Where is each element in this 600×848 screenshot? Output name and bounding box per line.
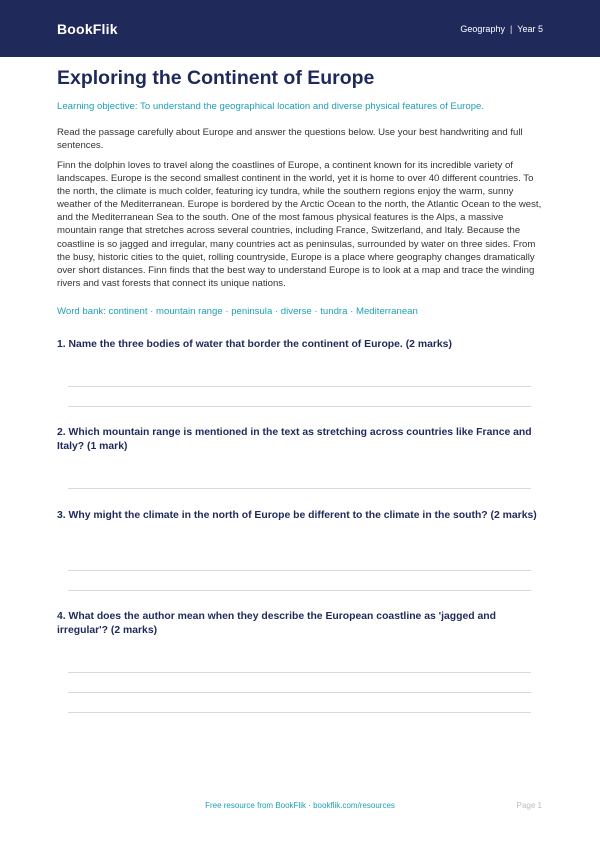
answer-line-q4-2[interactable] [68, 692, 531, 693]
meta-separator: | [509, 23, 513, 34]
question-1: 1. Name the three bodies of water that border the continent of Europe. (2 marks) [57, 339, 452, 350]
subject-label: Geography [460, 23, 505, 34]
question-3: 3. Why might the climate in the north of Europe be different to the climate in the south? (2 marks) [57, 510, 537, 521]
learning-objective: Learning objective: To understand the geographical location and diverse physical features of Europe. [57, 101, 485, 112]
footer-link[interactable]: Free resource from BookFlik · bookflik.com/resources [205, 801, 395, 810]
answer-line-q4-3[interactable] [68, 712, 531, 713]
answer-line-q1-2[interactable] [68, 406, 531, 407]
page-number: Page 1 [516, 801, 542, 810]
answer-line-q2-1[interactable] [68, 488, 531, 489]
reading-passage: Finn the dolphin loves to travel along the coastlines of Europe, a continent known for its incredible variety of landscapes. Europe is the second smallest continent in the world, yet it is home to over 40 different countries. To the north, the climate is much colder, featuring icy tundra, while the southern regions enjoy the warm, sunny weather of the Mediterranean. Europe is bordered by the Arctic Ocean to the north, the Atlantic Ocean to the west, and the Mediterranean Sea to the south. One of the most famous physical features is the Alps, a massive mountain range that stretches across several countries, including France, Switzerland, and Italy. Because the coastline is so jagged and irregular, many countries act as peninsulas, surrounded by water on three sides. From the busy, historic cities to the quiet, rolling countryside, Europe is a place where geography changes dramatically over short distances. Finn finds that the best way to understand Europe is to look at a map and trace the winding rivers and vast forests that connect its unique nations. [57, 160, 542, 289]
word-bank: Word bank: continent · mountain range · peninsula · diverse · tundra · Mediterranean [57, 306, 418, 317]
year-label: Year 5 [517, 23, 543, 34]
answer-line-q3-1[interactable] [68, 570, 531, 571]
question-4: 4. What does the author mean when they describe the European coastline as 'jagged and irregular'? (2 marks) [57, 611, 496, 636]
subject-year [460, 24, 543, 34]
answer-line-q3-2[interactable] [68, 590, 531, 591]
page-header [0, 0, 600, 57]
brand-logo-text: BookFlik [57, 20, 118, 37]
answer-line-q4-1[interactable] [68, 672, 531, 673]
answer-line-q1-1[interactable] [68, 386, 531, 387]
page-title: Exploring the Continent of Europe [57, 67, 375, 89]
instructions: Read the passage carefully about Europe and answer the questions below. Use your best handwriting and full sentences. [57, 127, 523, 151]
question-2: 2. Which mountain range is mentioned in the text as stretching across countries like France and Italy? (1 mark) [57, 427, 532, 452]
